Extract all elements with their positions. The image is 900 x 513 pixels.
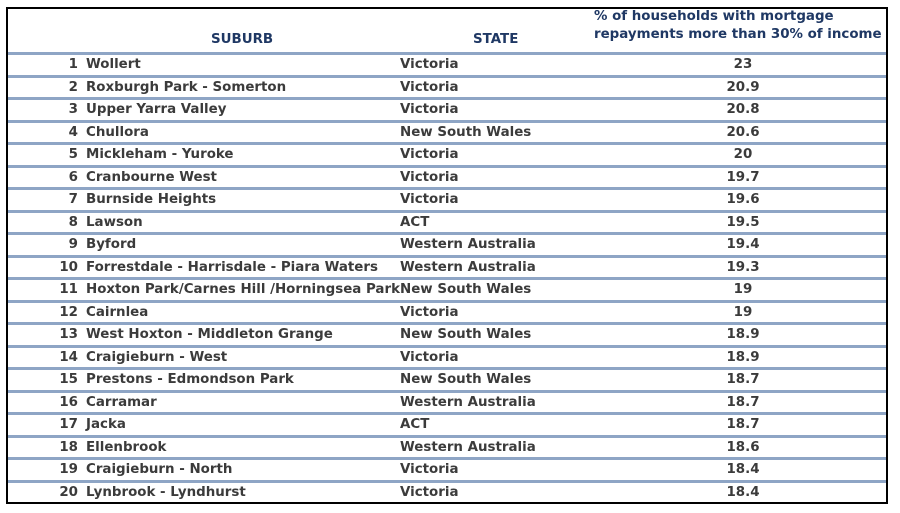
percent-cell: 20 <box>733 147 753 162</box>
state-cell: Victoria <box>400 147 459 162</box>
rank-cell: 20 <box>59 484 78 500</box>
suburb-cell: Chullora <box>86 124 149 140</box>
percent-cell: 19 <box>733 304 753 320</box>
state-cell: Victoria <box>400 484 459 500</box>
column-header-suburb: SUBURB <box>211 32 274 47</box>
suburb-cell: Mickleham - Yuroke <box>86 147 234 162</box>
suburb-cell: Lynbrook - Lyndhurst <box>86 484 246 500</box>
state-cell: New South Wales <box>400 372 532 387</box>
state-cell: Western Australia <box>400 237 536 252</box>
percent-cell: 19.6 <box>726 192 760 207</box>
table-row <box>8 78 886 101</box>
suburb-cell: Prestons - Edmondson Park <box>86 372 294 387</box>
percent-cell: 18.6 <box>726 439 760 455</box>
table-row <box>8 415 886 438</box>
state-cell: Western Australia <box>400 394 536 410</box>
suburb-cell: Lawson <box>86 214 143 230</box>
percent-cell: 19 <box>733 282 753 297</box>
suburb-cell: Craigieburn - North <box>86 462 233 477</box>
percent-cell: 18.7 <box>726 417 760 432</box>
table-body <box>8 55 886 505</box>
table-row <box>8 303 886 326</box>
rank-cell: 2 <box>68 79 78 95</box>
column-header-percent-line2: repayments more than 30% of income <box>594 27 882 42</box>
state-cell: Victoria <box>400 79 459 95</box>
mortgage-stress-table <box>6 7 888 504</box>
rank-cell: 3 <box>68 102 78 117</box>
percent-cell: 19.4 <box>726 237 760 252</box>
rank-cell: 15 <box>59 372 78 387</box>
suburb-cell: Craigieburn - West <box>86 349 228 365</box>
suburb-cell: Forrestdale - Harrisdale - Piara Waters <box>86 259 378 275</box>
table-row <box>8 393 886 416</box>
table-row <box>8 483 886 506</box>
suburb-cell: Byford <box>86 237 137 252</box>
column-header-state: STATE <box>473 32 519 47</box>
suburb-cell: Cairnlea <box>86 304 149 320</box>
suburb-cell: Hoxton Park/Carnes Hill /Horningsea Park <box>86 282 400 297</box>
rank-cell: 5 <box>68 147 78 162</box>
state-cell: ACT <box>400 417 430 432</box>
rank-cell: 4 <box>68 124 78 140</box>
percent-cell: 18.4 <box>726 484 760 500</box>
rank-cell: 13 <box>59 327 78 342</box>
table-row <box>8 280 886 303</box>
table-row <box>8 438 886 461</box>
table-row <box>8 55 886 78</box>
percent-cell: 18.7 <box>726 394 760 410</box>
suburb-cell: West Hoxton - Middleton Grange <box>86 327 333 342</box>
table-row <box>8 123 886 146</box>
percent-cell: 18.9 <box>726 327 760 342</box>
rank-cell: 16 <box>59 394 78 410</box>
suburb-cell: Burnside Heights <box>86 192 217 207</box>
percent-cell: 18.4 <box>726 462 760 477</box>
state-cell: Western Australia <box>400 439 536 455</box>
percent-cell: 19.7 <box>726 169 760 185</box>
rank-cell: 10 <box>59 259 78 275</box>
percent-cell: 18.7 <box>726 372 760 387</box>
rank-cell: 14 <box>59 349 78 365</box>
suburb-cell: Ellenbrook <box>86 439 167 455</box>
rank-cell: 1 <box>68 57 78 72</box>
rank-cell: 7 <box>68 192 78 207</box>
table-row <box>8 145 886 168</box>
percent-cell: 18.9 <box>726 349 760 365</box>
suburb-cell: Wollert <box>86 57 141 72</box>
rank-cell: 6 <box>68 169 78 185</box>
suburb-cell: Cranbourne West <box>86 169 217 185</box>
percent-cell: 19.3 <box>726 259 760 275</box>
rank-cell: 11 <box>59 282 78 297</box>
table-row <box>8 168 886 191</box>
rank-cell: 8 <box>68 214 78 230</box>
table-row <box>8 190 886 213</box>
rank-cell: 17 <box>59 417 78 432</box>
rank-cell: 18 <box>59 439 78 455</box>
suburb-cell: Roxburgh Park - Somerton <box>86 79 287 95</box>
state-cell: Victoria <box>400 462 459 477</box>
state-cell: Victoria <box>400 102 459 117</box>
suburb-cell: Upper Yarra Valley <box>86 102 227 117</box>
state-cell: Victoria <box>400 169 459 185</box>
rank-cell: 19 <box>59 462 78 477</box>
state-cell: New South Wales <box>400 124 532 140</box>
table-row <box>8 258 886 281</box>
percent-cell: 19.5 <box>726 214 760 230</box>
table-row <box>8 235 886 258</box>
state-cell: Western Australia <box>400 259 536 275</box>
state-cell: Victoria <box>400 304 459 320</box>
table-row <box>8 370 886 393</box>
percent-cell: 20.9 <box>726 79 760 95</box>
state-cell: ACT <box>400 214 430 230</box>
table-row <box>8 325 886 348</box>
suburb-cell: Carramar <box>86 394 157 410</box>
state-cell: Victoria <box>400 57 459 72</box>
table-header <box>8 9 886 55</box>
percent-cell: 20.6 <box>726 124 760 140</box>
percent-cell: 23 <box>733 57 753 72</box>
percent-cell: 20.8 <box>726 102 760 117</box>
state-cell: Victoria <box>400 349 459 365</box>
suburb-cell: Jacka <box>86 417 126 432</box>
table-row <box>8 213 886 236</box>
column-header-percent <box>594 8 882 44</box>
table-row <box>8 100 886 123</box>
column-header-percent-line1: % of households with mortgage <box>594 9 834 24</box>
state-cell: Victoria <box>400 192 459 207</box>
state-cell: New South Wales <box>400 282 532 297</box>
rank-cell: 9 <box>68 237 78 252</box>
state-cell: New South Wales <box>400 327 532 342</box>
table-row <box>8 460 886 483</box>
rank-cell: 12 <box>59 304 78 320</box>
table-row <box>8 348 886 371</box>
